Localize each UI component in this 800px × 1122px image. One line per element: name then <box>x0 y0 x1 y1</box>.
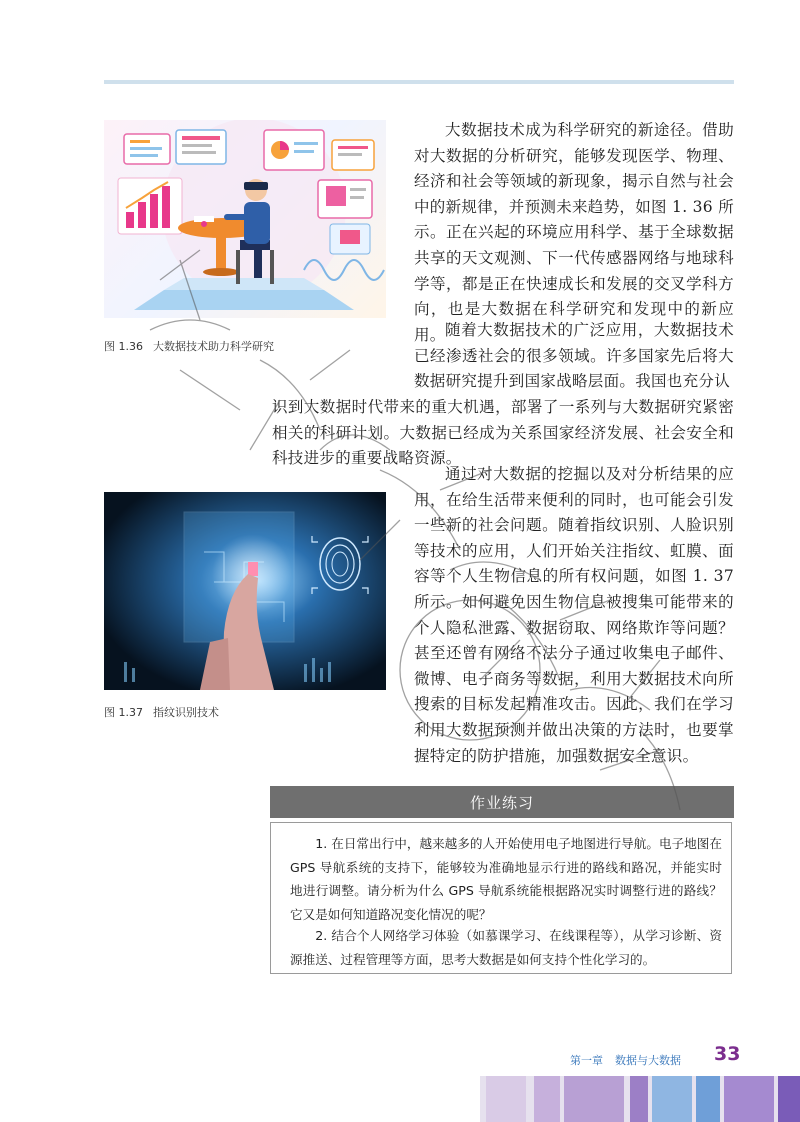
homework-header <box>270 786 734 818</box>
top-rule <box>104 80 734 84</box>
paragraph-strategy-start: 随着大数据技术的广泛应用，大数据技术已经渗透社会的很多领域。许多国家先后将大数据研究提升到国家战略层面。我国也充分认 <box>414 321 734 391</box>
chapter-title: 数据与大数据 <box>615 1054 681 1067</box>
figure-caption-text: 指纹识别技术 <box>153 706 219 719</box>
figure-caption-text: 大数据技术助力科学研究 <box>153 340 274 353</box>
page-number: 33 <box>714 1043 741 1065</box>
homework-item: 1. 在日常出行中，越来越多的人开始使用电子地图进行导航。电子地图在 GPS 导航系统的支持下，能够较为准确地显示行进的路线和路况，并能实时地进行调整。请分析为什么 GPS 导航系统能根据路况实时调整行进的路线？它又是如何知道路况变化情况的呢？ <box>290 836 722 922</box>
chapter-number: 第一章 <box>570 1054 603 1067</box>
figure-number: 图 1.36 <box>104 340 143 353</box>
figure-1-37-photo <box>104 492 386 690</box>
homework-item: 2. 结合个人网络学习体验（如慕课学习、在线课程等），从学习诊断、资源推送、过程管理等方面，思考大数据是如何支持个性化学习的。 <box>290 928 722 967</box>
figure-1-36-illustration <box>104 120 386 318</box>
decorative-color-bars <box>480 1076 800 1122</box>
homework-title: 作业练习 <box>469 793 534 812</box>
figure-number: 图 1.37 <box>104 706 143 719</box>
paragraph-research: 大数据技术成为科学研究的新途径。借助对大数据的分析研究，能够发现医学、物理、经济和社会等领域的新现象，揭示自然与社会中的新规律，并预测未来趋势，如图 1. 36 所示。正在兴起的环境应用科学、基于全球数据共享的天文观测、下一代传感器网络与地球科学等，都是正在快速成长和发展的交叉学科方向，也是大数据在科学研究和发现中的新应用。 <box>414 121 734 344</box>
figure-1-37-caption <box>104 704 219 720</box>
figure-1-36-caption <box>104 338 274 354</box>
footer-chapter <box>570 1052 693 1068</box>
paragraph-privacy: 通过对大数据的挖掘以及对分析结果的应用，在给生活带来便利的同时，也可能会引发一些新的社会问题。随着指纹识别、人脸识别等技术的应用，人们开始关注指纹、虹膜、面容等个人生物信息的所有权问题，如图 1. 37 所示。如何避免因生物信息被搜集可能带来的个人隐私泄露、数据窃取、网络欺诈等问题？甚至还曾有网络不法分子通过收集电子邮件、微博、电子商务等数据，利用大数据技术向所搜索的目标发起精准攻击。因此，我们在学习利用大数据预测并做出决策的方法时，也要掌握特定的防护措施，加强数据安全意识。 <box>414 465 734 765</box>
paragraph-strategy-cont: 识到大数据时代带来的重大机遇，部署了一系列与大数据研究紧密相关的科研计划。大数据已经成为关系国家经济发展、社会安全和科技进步的重要战略资源。 <box>272 398 734 468</box>
